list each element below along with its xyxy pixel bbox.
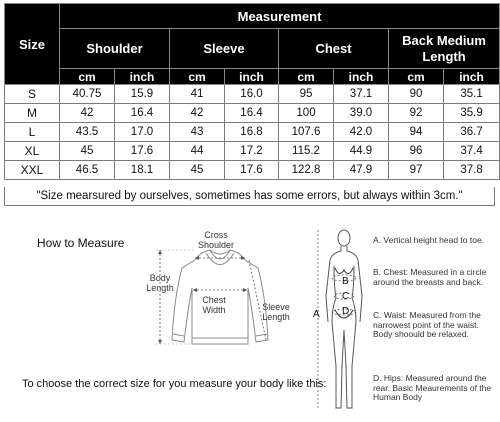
- table-cell: 122.8: [279, 161, 334, 180]
- sleeve-length-text: Length: [262, 312, 290, 322]
- letter-b: B: [342, 276, 349, 287]
- table-cell: 16.8: [225, 123, 279, 142]
- unit-header: inch: [115, 69, 170, 85]
- table-cell: 44.9: [334, 142, 389, 161]
- table-cell: 97: [389, 161, 444, 180]
- how-to-measure-title: How to Measure: [37, 236, 125, 250]
- table-cell: 96: [389, 142, 444, 161]
- table-cell: 115.2: [279, 142, 334, 161]
- unit-header: inch: [225, 69, 279, 85]
- chest-header: Chest: [279, 29, 389, 69]
- size-table: [4, 3, 500, 180]
- size-cell: S: [5, 85, 60, 104]
- table-cell: 107.6: [279, 123, 334, 142]
- cross-text: Cross: [204, 230, 228, 240]
- guide-text: To choose the correct size for you measure your body like this:: [22, 378, 327, 390]
- unit-header: cm: [389, 69, 444, 85]
- letter-c: C: [342, 291, 350, 302]
- shoulder-text: Shoulder: [197, 240, 235, 250]
- cross-shoulder-label: [186, 230, 246, 250]
- table-note: "Size mearsured by ourselves, sometimes has some errors, but always within 3cm.": [4, 187, 495, 206]
- body-figure: [312, 226, 368, 416]
- body-text: Body: [149, 273, 171, 283]
- table-cell: 35.9: [444, 104, 500, 123]
- table-cell: 17.2: [225, 142, 279, 161]
- body-length-text: Length: [146, 283, 174, 293]
- table-row: [5, 161, 500, 180]
- table-cell: 47.9: [334, 161, 389, 180]
- table-row: [5, 123, 500, 142]
- table-cell: 18.1: [115, 161, 170, 180]
- table-cell: 42.0: [334, 123, 389, 142]
- table-cell: 39.0: [334, 104, 389, 123]
- size-cell: XXL: [5, 161, 60, 180]
- table-cell: 95: [279, 85, 334, 104]
- legend-item-d: D. Hips: Measured around the rear. Basic Meaurements of the Human Body: [373, 373, 492, 402]
- chest-width-label: [194, 295, 234, 315]
- size-cell: M: [5, 104, 60, 123]
- table-cell: 17.6: [225, 161, 279, 180]
- size-cell: XL: [5, 142, 60, 161]
- table-cell: 43: [170, 123, 225, 142]
- shoulder-header: Shoulder: [60, 29, 170, 69]
- table-cell: 44: [170, 142, 225, 161]
- width-text: Width: [202, 305, 226, 315]
- table-cell: 43.5: [60, 123, 115, 142]
- table-cell: 37.1: [334, 85, 389, 104]
- table-cell: 92: [389, 104, 444, 123]
- back-length-header: Back Medium Length: [389, 29, 500, 69]
- sleeve-header: Sleeve: [170, 29, 279, 69]
- table-cell: 45: [60, 142, 115, 161]
- sleeve-length-label: [256, 302, 296, 322]
- chest-text: Chest: [202, 295, 226, 305]
- table-cell: 41: [170, 85, 225, 104]
- table-cell: 17.0: [115, 123, 170, 142]
- table-cell: 46.5: [60, 161, 115, 180]
- body-length-label: [142, 273, 178, 293]
- legend-item-c: C. Waist: Measured from the narrowest point of the waist. Body shoould be relaxed.: [373, 310, 481, 339]
- table-cell: 37.4: [444, 142, 500, 161]
- letter-a: A: [313, 309, 320, 320]
- measurement-header: Measurement: [60, 4, 500, 29]
- table-cell: 40.75: [60, 85, 115, 104]
- table-row: [5, 85, 500, 104]
- table-cell: 94: [389, 123, 444, 142]
- unit-header: inch: [334, 69, 389, 85]
- unit-header: cm: [60, 69, 115, 85]
- table-cell: 36.7: [444, 123, 500, 142]
- unit-header: inch: [444, 69, 500, 85]
- table-cell: 100: [279, 104, 334, 123]
- table-row: [5, 104, 500, 123]
- legend-item-b: B. Chest: Measured in a circle around the breasts and back.: [373, 267, 487, 287]
- table-cell: 16.0: [225, 85, 279, 104]
- size-header: Size: [5, 4, 60, 85]
- letter-d: D: [342, 306, 350, 317]
- unit-header: cm: [279, 69, 334, 85]
- table-cell: 16.4: [225, 104, 279, 123]
- table-cell: 45: [170, 161, 225, 180]
- legend-item-a: A. Vertical height head to toe.: [373, 235, 485, 245]
- table-cell: 15.9: [115, 85, 170, 104]
- sleeve-text: Sleeve: [262, 302, 290, 312]
- table-cell: 90: [389, 85, 444, 104]
- table-cell: 16.4: [115, 104, 170, 123]
- table-cell: 42: [60, 104, 115, 123]
- unit-header: cm: [170, 69, 225, 85]
- table-cell: 42: [170, 104, 225, 123]
- table-cell: 17.6: [115, 142, 170, 161]
- table-cell: 37.8: [444, 161, 500, 180]
- table-row: [5, 142, 500, 161]
- size-cell: L: [5, 123, 60, 142]
- table-cell: 35.1: [444, 85, 500, 104]
